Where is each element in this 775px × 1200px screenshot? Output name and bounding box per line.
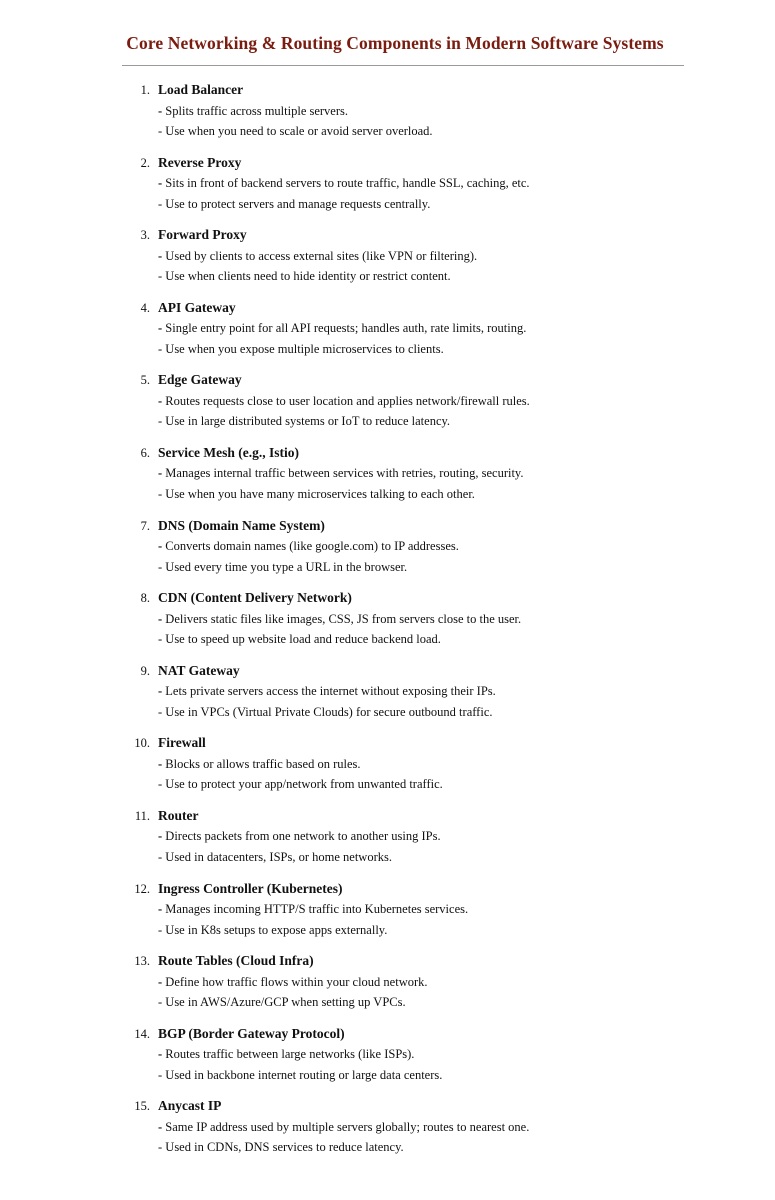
item-title: Load Balancer [158, 82, 244, 97]
item-number: 6. [140, 445, 150, 460]
item-title: Reverse Proxy [158, 154, 242, 170]
item-usage: - Use when you expose multiple microservices to clients. [158, 341, 444, 356]
item-number: 10. [134, 736, 150, 751]
item-title: Service Mesh (e.g., Istio) [158, 444, 299, 460]
list-item [0, 153, 775, 226]
item-number: 14. [134, 1026, 150, 1041]
list-item [0, 879, 775, 952]
item-title: Ingress Controller (Kubernetes) [158, 880, 343, 896]
item-number: 9. [140, 663, 150, 678]
item-title: Route Tables (Cloud Infra) [158, 953, 314, 969]
item-usage: - Used in CDNs, DNS services to reduce latency. [158, 1140, 404, 1155]
item-title: Router [158, 807, 199, 823]
list-item [0, 516, 775, 589]
item-title: BGP (Border Gateway Protocol) [158, 1025, 345, 1041]
item-title: CDN (Content Delivery Network) [158, 590, 352, 606]
item-usage: - Used in backbone internet routing or large data centers. [158, 1067, 443, 1082]
item-number: 13. [134, 954, 150, 969]
item-number: 2. [140, 155, 150, 170]
item-description: - Define how traffic flows within your cloud network. [158, 974, 428, 989]
item-usage: - Used in datacenters, ISPs, or home networks. [158, 849, 392, 864]
item-number: 3. [140, 228, 150, 243]
item-description: - Lets private servers access the internet without exposing their IPs. [158, 684, 496, 699]
item-usage: - Use to protect your app/network from unwanted traffic. [158, 777, 443, 792]
item-usage: - Use in large distributed systems or IoT to reduce latency. [158, 414, 451, 429]
item-usage: - Use when you need to scale or avoid server overload. [158, 124, 433, 138]
item-description: - Manages incoming HTTP/S traffic into Kubernetes services. [158, 902, 469, 917]
item-usage: - Use in K8s setups to expose apps externally. [158, 922, 388, 937]
item-description: - Sits in front of backend servers to route traffic, handle SSL, caching, etc. [158, 176, 530, 191]
item-number: 15. [134, 1099, 150, 1114]
list-item [0, 588, 775, 661]
item-number: 7. [140, 518, 150, 533]
list-item [0, 1096, 775, 1169]
item-description: - Routes traffic between large networks (like ISPs). [158, 1047, 415, 1062]
item-title: API Gateway [158, 299, 236, 315]
item-title: Forward Proxy [158, 227, 247, 243]
item-title: Firewall [158, 735, 206, 751]
item-usage: - Used every time you type a URL in the browser. [158, 559, 408, 574]
page-title: Core Networking & Routing Components in Modern Software Systems [126, 33, 664, 53]
item-title: NAT Gateway [158, 662, 240, 678]
list-item [0, 1024, 775, 1097]
item-description: - Blocks or allows traffic based on rules. [158, 756, 361, 771]
item-description: - Directs packets from one network to another using IPs. [158, 829, 441, 844]
item-description: - Splits traffic across multiple servers. [158, 103, 349, 118]
list-item [0, 951, 775, 1024]
list-item [0, 80, 775, 153]
item-description: - Converts domain names (like google.com) to IP addresses. [158, 539, 459, 554]
item-description: - Single entry point for all API requests; handles auth, rate limits, routing. [158, 321, 527, 336]
item-number: 5. [140, 373, 150, 388]
item-usage: - Use to speed up website load and reduce backend load. [158, 632, 441, 647]
item-description: - Delivers static files like images, CSS, JS from servers close to the user. [158, 611, 522, 626]
item-number: 1. [140, 83, 150, 97]
list-item [0, 661, 775, 734]
list-item [0, 370, 775, 443]
title-divider [122, 65, 684, 66]
item-number: 12. [134, 881, 150, 896]
list-item [0, 225, 775, 298]
list-item [0, 806, 775, 879]
item-description: - Used by clients to access external sites (like VPN or filtering). [158, 248, 478, 263]
component-list [0, 80, 775, 1169]
item-description: - Manages internal traffic between services with retries, routing, security. [158, 466, 524, 481]
item-number: 4. [140, 300, 150, 315]
item-number: 8. [140, 591, 150, 606]
item-usage: - Use in AWS/Azure/GCP when setting up VPCs. [158, 995, 406, 1010]
item-description: - Same IP address used by multiple servers globally; routes to nearest one. [158, 1119, 530, 1134]
list-item [0, 443, 775, 516]
item-title: Anycast IP [158, 1098, 222, 1114]
item-usage: - Use when you have many microservices talking to each other. [158, 486, 475, 501]
item-title: DNS (Domain Name System) [158, 517, 325, 533]
list-item [0, 733, 775, 806]
item-usage: - Use to protect servers and manage requests centrally. [158, 196, 431, 211]
item-usage: - Use in VPCs (Virtual Private Clouds) for secure outbound traffic. [158, 704, 493, 719]
item-usage: - Use when clients need to hide identity or restrict content. [158, 269, 451, 284]
item-number: 11. [134, 808, 150, 823]
item-title: Edge Gateway [158, 372, 242, 388]
item-description: - Routes requests close to user location and applies network/firewall rules. [158, 393, 530, 408]
list-item [0, 298, 775, 371]
